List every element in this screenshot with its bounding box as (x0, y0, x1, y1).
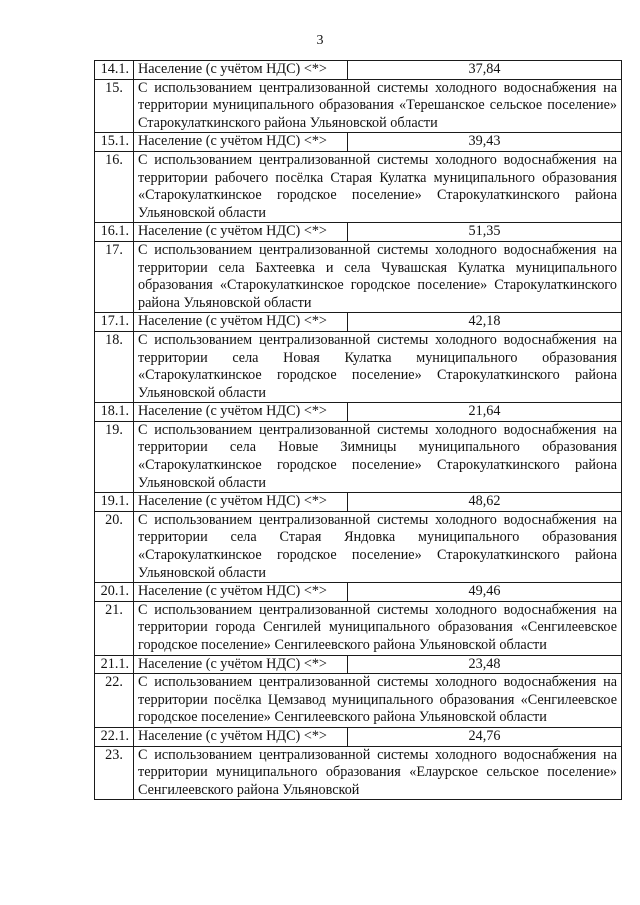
service-description-row (95, 601, 622, 655)
tariff-value: 51,35 (348, 223, 622, 242)
consumer-category-label: Население (с учётом НДС) <*> (134, 727, 348, 746)
row-number: 20.1. (95, 583, 134, 602)
service-description: С использованием централизованной системы холодного водоснабжения на территории рабочего посёлка Старая Кулатка муниципального образования «Старокулаткинское городское поселение» Старокулаткинского района Ульяновской области (134, 151, 622, 222)
tariff-value: 39,43 (348, 133, 622, 152)
tariff-value-row (95, 493, 622, 512)
tariff-table (94, 60, 622, 800)
service-description: С использованием централизованной системы холодного водоснабжения на территории города Сенгилей муниципального образования «Сенгилеевское городское поселение» Сенгилеевского района Ульяновской области (134, 601, 622, 655)
row-number: 17.1. (95, 313, 134, 332)
row-number: 22. (95, 674, 134, 728)
consumer-category-label: Население (с учётом НДС) <*> (134, 493, 348, 512)
tariff-value: 24,76 (348, 727, 622, 746)
service-description-row (95, 151, 622, 222)
tariff-value-row (95, 727, 622, 746)
tariff-value-row (95, 133, 622, 152)
tariff-value: 49,46 (348, 583, 622, 602)
service-description-row (95, 241, 622, 312)
service-description: С использованием централизованной системы холодного водоснабжения на территории села Бахтеевка и села Чувашская Кулатка муниципального образования «Старокулаткинское городское поселение» Старокулаткинского района Ульяновской области (134, 241, 622, 312)
row-number: 22.1. (95, 727, 134, 746)
consumer-category-label: Население (с учётом НДС) <*> (134, 313, 348, 332)
row-number: 18. (95, 331, 134, 402)
service-description: С использованием централизованной системы холодного водоснабжения на территории муниципального образования «Елаурское сельское поселение» Сенгилеевского района Ульяновской (134, 746, 622, 800)
consumer-category-label: Население (с учётом НДС) <*> (134, 655, 348, 674)
consumer-category-label: Население (с учётом НДС) <*> (134, 133, 348, 152)
service-description-row (95, 79, 622, 133)
service-description-row (95, 746, 622, 800)
row-number: 19.1. (95, 493, 134, 512)
page-number: 3 (316, 33, 324, 48)
row-number: 17. (95, 241, 134, 312)
service-description: С использованием централизованной системы холодного водоснабжения на территории посёлка Цемзавод муниципального образования «Сенгилеевское городское поселение» Сенгилеевского района Ульяновской области (134, 674, 622, 728)
row-number: 21. (95, 601, 134, 655)
row-number: 21.1. (95, 655, 134, 674)
tariff-value-row (95, 313, 622, 332)
tariff-value-row (95, 223, 622, 242)
tariff-table-body (95, 61, 622, 800)
tariff-value: 48,62 (348, 493, 622, 512)
tariff-value: 42,18 (348, 313, 622, 332)
row-number: 15. (95, 79, 134, 133)
row-number: 18.1. (95, 403, 134, 422)
service-description: С использованием централизованной системы холодного водоснабжения на территории села Новая Кулатка муниципального образования «Старокулаткинское городское поселение» Старокулаткинского района Ульяновской области (134, 331, 622, 402)
consumer-category-label: Население (с учётом НДС) <*> (134, 403, 348, 422)
row-number: 19. (95, 421, 134, 492)
row-number: 15.1. (95, 133, 134, 152)
tariff-value-row (95, 655, 622, 674)
service-description-row (95, 674, 622, 728)
service-description: С использованием централизованной системы холодного водоснабжения на территории муниципального образования «Терешанское сельское поселение» Старокулаткинского района Ульяновской области (134, 79, 622, 133)
service-description: С использованием централизованной системы холодного водоснабжения на территории села Старая Яндовка муниципального образования «Старокулаткинское городское поселение» Старокулаткинского района Ульяновской области (134, 511, 622, 582)
row-number: 16.1. (95, 223, 134, 242)
consumer-category-label: Население (с учётом НДС) <*> (134, 223, 348, 242)
row-number: 16. (95, 151, 134, 222)
tariff-value: 23,48 (348, 655, 622, 674)
tariff-value-row (95, 583, 622, 602)
row-number: 14.1. (95, 61, 134, 80)
consumer-category-label: Население (с учётом НДС) <*> (134, 61, 348, 80)
tariff-value-row (95, 403, 622, 422)
service-description-row (95, 511, 622, 582)
service-description-row (95, 331, 622, 402)
service-description: С использованием централизованной системы холодного водоснабжения на территории села Новые Зимницы муниципального образования «Старокулаткинское городское поселение» Старокулаткинского района Ульяновской области (134, 421, 622, 492)
tariff-value: 37,84 (348, 61, 622, 80)
tariff-value: 21,64 (348, 403, 622, 422)
row-number: 20. (95, 511, 134, 582)
row-number: 23. (95, 746, 134, 800)
service-description-row (95, 421, 622, 492)
tariff-value-row (95, 61, 622, 80)
consumer-category-label: Население (с учётом НДС) <*> (134, 583, 348, 602)
